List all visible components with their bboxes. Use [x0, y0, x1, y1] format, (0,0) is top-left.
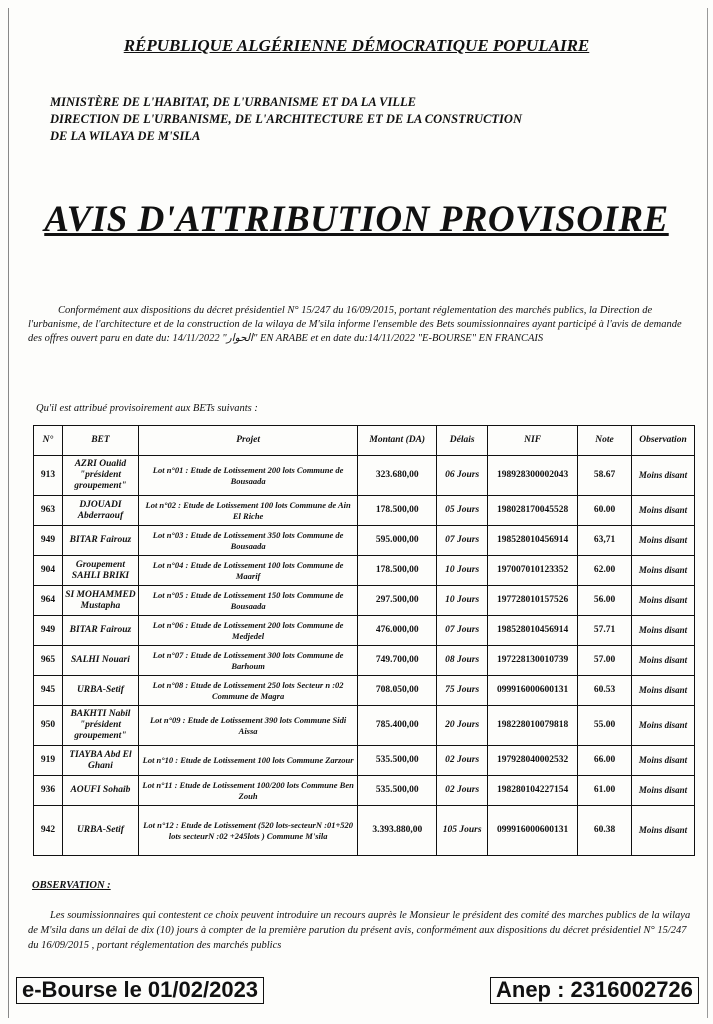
observation-cell: Moins disant: [631, 616, 694, 646]
bet-name-cell: URBA-Setif: [62, 806, 138, 856]
project-cell: Lot n°04 : Etude de Lotissement 100 lots Commune de Maarif: [138, 556, 357, 586]
amount-cell: 535.500,00: [358, 776, 437, 806]
amount-cell: 785.400,00: [358, 706, 437, 746]
project-cell: Lot n°05 : Etude de Lotissement 150 lots Commune de Bousaada: [138, 586, 357, 616]
score-cell: 57.00: [578, 646, 632, 676]
observation-cell: Moins disant: [631, 586, 694, 616]
intro-paragraph: Conformément aux dispositions du décret présidentiel N° 15/247 du 16/09/2015, portant réglementation des marchés publics, la Direction de l'urbanisme, de l'architecture et de la construction de la wilaya de M'sila informe l'ensemble des Bets soumissionnaires ayant participé à l'avis de demande des offres ouvert paru en date du: 14/11/2022 "الحوار" EN ARABE et en date du:14/11/2022 "E-BOURSE" EN FRANCAIS: [28, 305, 682, 344]
observation-cell: Moins disant: [631, 496, 694, 526]
delay-cell: 06 Jours: [437, 456, 488, 496]
bet-name-cell: BITAR Fairouz: [62, 526, 138, 556]
nif-cell: 198028170045528: [488, 496, 578, 526]
column-header: Délais: [437, 426, 488, 456]
nif-cell: 099916000600131: [488, 806, 578, 856]
observation-cell: Moins disant: [631, 776, 694, 806]
nif-cell: 197007010123352: [488, 556, 578, 586]
bet-name-cell: URBA-Setif: [62, 676, 138, 706]
lot-number-cell: 949: [34, 616, 63, 646]
table-lead: Qu'il est attribué provisoirement aux BETs suivants :: [36, 403, 258, 414]
delay-cell: 07 Jours: [437, 526, 488, 556]
table-header-row: [34, 426, 695, 456]
amount-cell: 476.000,00: [358, 616, 437, 646]
delay-cell: 08 Jours: [437, 646, 488, 676]
project-cell: Lot n°12 : Etude de Lotissement (520 lots-secteurN :01+520 lots secteurN :02 +245lots ) Commune M'sila: [138, 806, 357, 856]
score-cell: 60.38: [578, 806, 632, 856]
lot-number-cell: 945: [34, 676, 63, 706]
amount-cell: 595.000,00: [358, 526, 437, 556]
table-row: [34, 586, 695, 616]
republic-header: RÉPUBLIQUE ALGÉRIENNE DÉMOCRATIQUE POPULAIRE: [123, 36, 590, 55]
score-cell: 55.00: [578, 706, 632, 746]
table-row: [34, 556, 695, 586]
publication-date: e-Bourse le 01/02/2023: [16, 977, 264, 1004]
table-row: [34, 646, 695, 676]
delay-cell: 10 Jours: [437, 586, 488, 616]
amount-cell: 708.050,00: [358, 676, 437, 706]
amount-cell: 535.500,00: [358, 746, 437, 776]
observation-text: Les soumissionnaires qui contestent ce choix peuvent introduire un recours auprès le Monsieur le président des comité des marches publics de la wilaya de M'sila dans un délai de dix (10) jours à compter de la première parution du présent avis, conformément aux dispositions du décret présidentiel N° 15/247 du 16/09/2015 , portant réglementation des marchés publics: [28, 910, 691, 951]
column-header: Montant (DA): [358, 426, 437, 456]
lot-number-cell: 963: [34, 496, 63, 526]
score-cell: 60.53: [578, 676, 632, 706]
lot-number-cell: 936: [34, 776, 63, 806]
observation-cell: Moins disant: [631, 676, 694, 706]
nif-cell: 197228130010739: [488, 646, 578, 676]
table-row: [34, 806, 695, 856]
table-row: [34, 706, 695, 746]
table-row: [34, 746, 695, 776]
page-title: AVIS D'ATTRIBUTION PROVISOIRE: [44, 199, 669, 240]
bet-name-cell: SI MOHAMMED Mustapha: [62, 586, 138, 616]
project-cell: Lot n°07 : Etude de Lotissement 300 lots Commune de Barhoum: [138, 646, 357, 676]
nif-cell: 197728010157526: [488, 586, 578, 616]
bet-name-cell: TIAYBA Abd El Ghani: [62, 746, 138, 776]
amount-cell: 297.500,00: [358, 586, 437, 616]
lot-number-cell: 904: [34, 556, 63, 586]
nif-cell: 198528010456914: [488, 526, 578, 556]
observation-cell: Moins disant: [631, 526, 694, 556]
column-header: Observation: [631, 426, 694, 456]
project-cell: Lot n°11 : Etude de Lotissement 100/200 lots Commune Ben Zouh: [138, 776, 357, 806]
score-cell: 61.00: [578, 776, 632, 806]
project-cell: Lot n°03 : Etude de Lotissement 350 lots Commune de Bousaada: [138, 526, 357, 556]
delay-cell: 07 Jours: [437, 616, 488, 646]
amount-cell: 323.680,00: [358, 456, 437, 496]
wilaya-line: DE LA WILAYA DE M'SILA: [50, 129, 201, 143]
nif-cell: 198280104227154: [488, 776, 578, 806]
ministry-line: MINISTÈRE DE L'HABITAT, DE L'URBANISME ET DA LA VILLE: [50, 95, 416, 109]
delay-cell: 02 Jours: [437, 776, 488, 806]
score-cell: 60.00: [578, 496, 632, 526]
direction-line: DIRECTION DE L'URBANISME, DE L'ARCHITECTURE ET DE LA CONSTRUCTION: [50, 112, 522, 126]
lot-number-cell: 965: [34, 646, 63, 676]
score-cell: 66.00: [578, 746, 632, 776]
bet-name-cell: DJOUADI Abderraouf: [62, 496, 138, 526]
delay-cell: 10 Jours: [437, 556, 488, 586]
nif-cell: 197928040002532: [488, 746, 578, 776]
project-cell: Lot n°08 : Etude de Lotissement 250 lots Secteur n :02 Commune de Magra: [138, 676, 357, 706]
bet-name-cell: SALHI Nouari: [62, 646, 138, 676]
column-header: Note: [578, 426, 632, 456]
column-header: Projet: [138, 426, 357, 456]
project-cell: Lot n°02 : Etude de Lotissement 100 lots Commune de Ain El Riche: [138, 496, 357, 526]
attribution-table: [33, 425, 695, 856]
nif-cell: 198528010456914: [488, 616, 578, 646]
nif-cell: 099916000600131: [488, 676, 578, 706]
score-cell: 62.00: [578, 556, 632, 586]
observation-cell: Moins disant: [631, 456, 694, 496]
delay-cell: 05 Jours: [437, 496, 488, 526]
nif-cell: 198228010079818: [488, 706, 578, 746]
anep-number: Anep : 2316002726: [490, 977, 699, 1004]
lot-number-cell: 919: [34, 746, 63, 776]
observation-cell: Moins disant: [631, 556, 694, 586]
lot-number-cell: 950: [34, 706, 63, 746]
bet-name-cell: AZRI Oualid "président groupement": [62, 456, 138, 496]
amount-cell: 178.500,00: [358, 496, 437, 526]
table-row: [34, 496, 695, 526]
observation-cell: Moins disant: [631, 706, 694, 746]
table-row: [34, 526, 695, 556]
delay-cell: 75 Jours: [437, 676, 488, 706]
lot-number-cell: 942: [34, 806, 63, 856]
nif-cell: 198928300002043: [488, 456, 578, 496]
column-header: BET: [62, 426, 138, 456]
observation-cell: Moins disant: [631, 806, 694, 856]
score-cell: 56.00: [578, 586, 632, 616]
project-cell: Lot n°09 : Etude de Lotissement 390 lots Commune Sidi Aissa: [138, 706, 357, 746]
observation-label: OBSERVATION :: [32, 880, 111, 891]
observation-cell: Moins disant: [631, 746, 694, 776]
table-row: [34, 456, 695, 496]
ministry-block: [50, 94, 522, 145]
bet-name-cell: AOUFI Sohaib: [62, 776, 138, 806]
score-cell: 63,71: [578, 526, 632, 556]
column-header: NIF: [488, 426, 578, 456]
amount-cell: 749.700,00: [358, 646, 437, 676]
lot-number-cell: 949: [34, 526, 63, 556]
lot-number-cell: 913: [34, 456, 63, 496]
table-row: [34, 676, 695, 706]
delay-cell: 20 Jours: [437, 706, 488, 746]
column-header: N°: [34, 426, 63, 456]
lot-number-cell: 964: [34, 586, 63, 616]
delay-cell: 02 Jours: [437, 746, 488, 776]
bet-name-cell: Groupement SAHLI BRIKI: [62, 556, 138, 586]
project-cell: Lot n°06 : Etude de Lotissement 200 lots Commune de Medjedel: [138, 616, 357, 646]
score-cell: 58.67: [578, 456, 632, 496]
score-cell: 57.71: [578, 616, 632, 646]
table-row: [34, 776, 695, 806]
project-cell: Lot n°01 : Etude de Lotissement 200 lots Commune de Bousaada: [138, 456, 357, 496]
bet-name-cell: BITAR Fairouz: [62, 616, 138, 646]
delay-cell: 105 Jours: [437, 806, 488, 856]
project-cell: Lot n°10 : Etude de Lotissement 100 lots Commune Zarzour: [138, 746, 357, 776]
amount-cell: 178.500,00: [358, 556, 437, 586]
amount-cell: 3.393.880,00: [358, 806, 437, 856]
table-row: [34, 616, 695, 646]
observation-cell: Moins disant: [631, 646, 694, 676]
bet-name-cell: BAKHTI Nabil "président groupement": [62, 706, 138, 746]
